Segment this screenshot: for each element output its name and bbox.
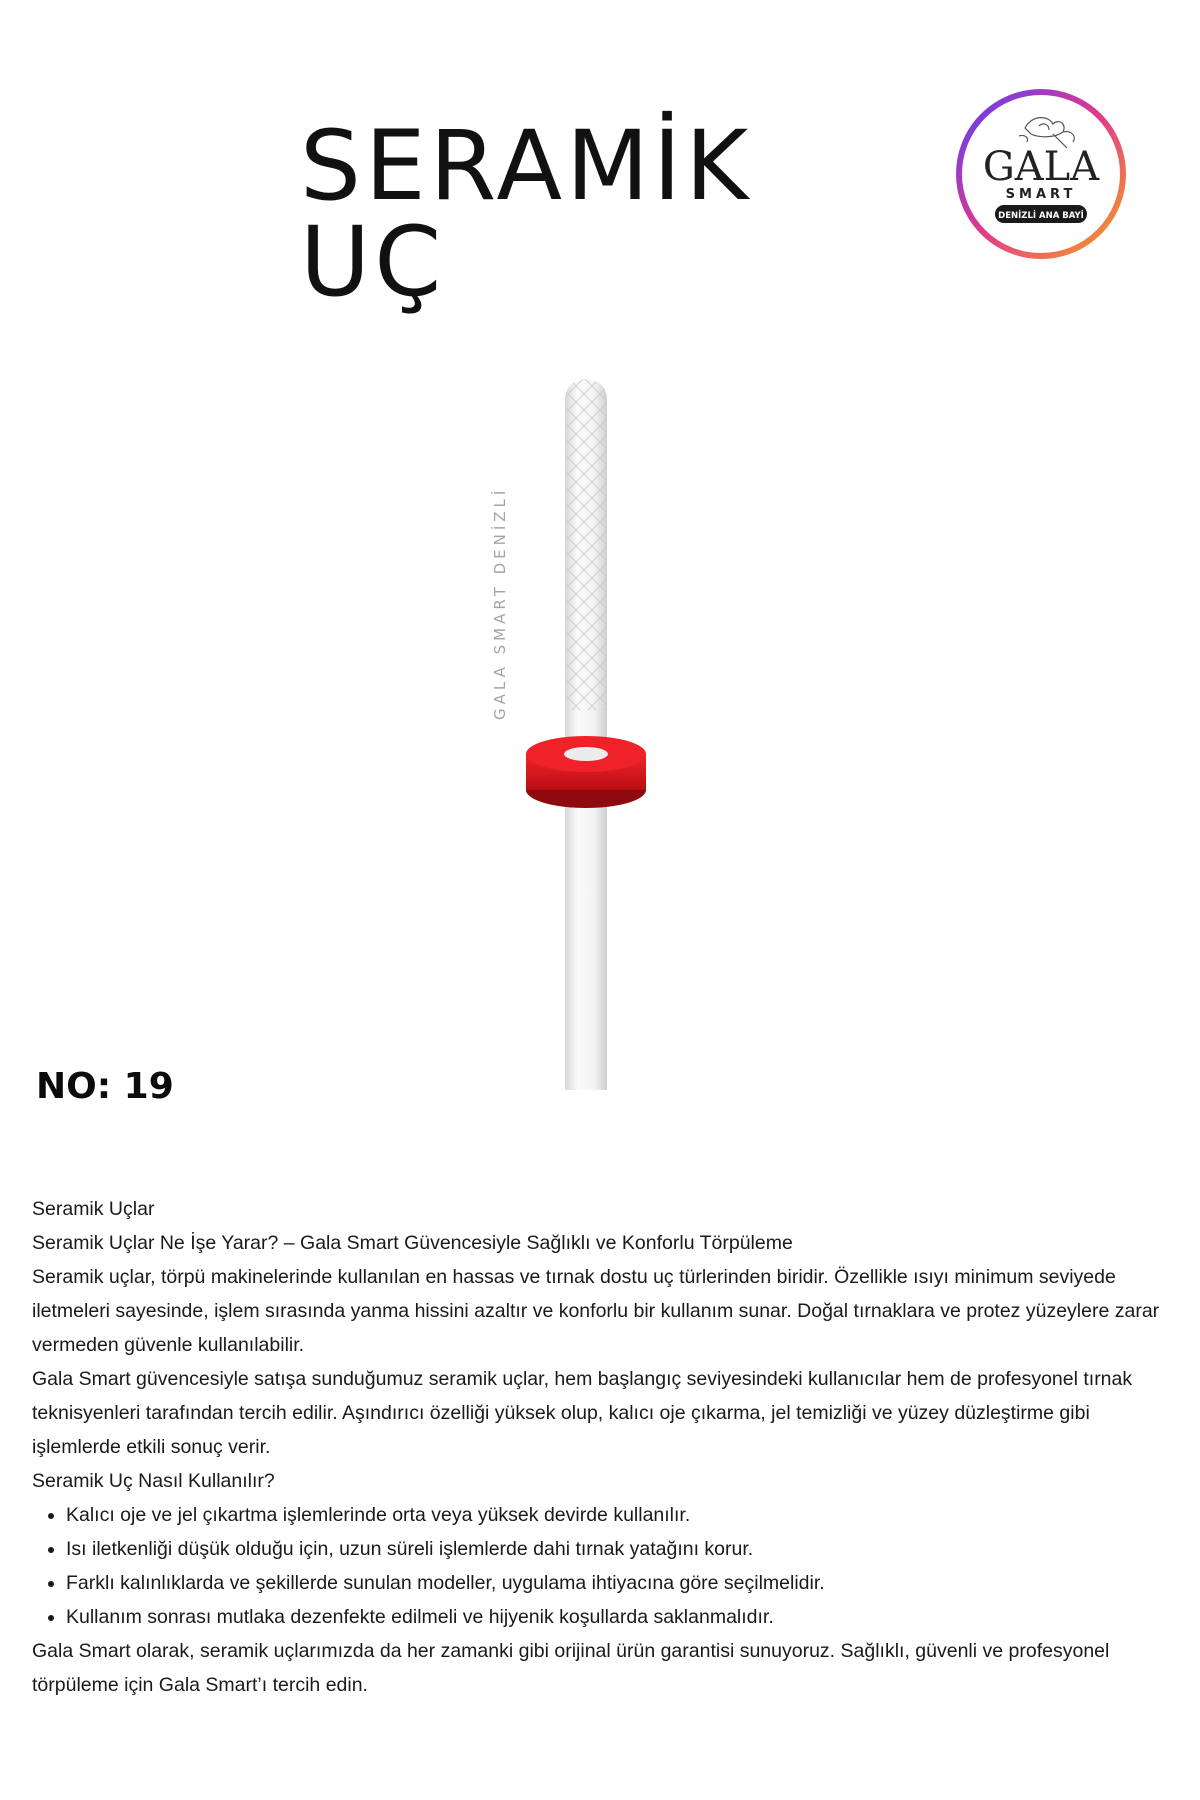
- logo-brand-text: GALA: [982, 144, 1100, 190]
- list-item: • Kalıcı oje ve jel çıkartma işlemlerinde orta veya yüksek devirde kullanılır.: [66, 1498, 1172, 1532]
- usage-list: [32, 1498, 1172, 1634]
- ceramic-bit-illustration: [480, 370, 680, 1090]
- page-title: SERAMİK UÇ: [300, 110, 753, 318]
- description-subheading: Seramik Uçlar Ne İşe Yarar? – Gala Smart Güvencesiyle Sağlıklı ve Konforlu Törpüleme: [32, 1232, 793, 1254]
- description-section: [32, 1192, 1172, 1702]
- description-paragraph: Seramik uçlar, törpü makinelerinde kullanılan en hassas ve tırnak dostu uç türlerinden biridir. Özellikle ısıyı minimum seviyede iletmeleri sayesinde, işlem sırasında yanma hissini azaltır ve konforlu bir kullanım sunar. Doğal tırnaklara ve protez yüzeylere zarar vermeden güvenle kullanılabilir.: [32, 1266, 1160, 1356]
- brand-logo: [955, 88, 1127, 260]
- list-item: • Kullanım sonrası mutlaka dezenfekte edilmeli ve hijyenik koşullarda saklanmalıdır.: [66, 1600, 1172, 1634]
- logo-graphic: [955, 88, 1127, 260]
- list-item: • Farklı kalınlıklarda ve şekillerde sunulan modeller, uygulama ihtiyacına göre seçilmelidir.: [66, 1566, 1172, 1600]
- logo-dealer-text: DENİZLİ ANA BAYİ: [998, 211, 1084, 221]
- closing-paragraph: Gala Smart olarak, seramik uçlarımızda da her zamanki gibi orijinal ürün garantisi sunuyoruz. Sağlıklı, güvenli ve profesyonel törpüleme için Gala Smart’ı tercih edin.: [32, 1640, 1110, 1696]
- logo-sub-text: SMART: [1005, 187, 1077, 202]
- description-paragraph: Gala Smart güvencesiyle satışa sunduğumuz seramik uçlar, hem başlangıç seviyesindeki kullanıcılar hem de profesyonel tırnak teknisyenleri tarafından tercih edilir. Aşındırıcı özelliği yüksek olup, kalıcı oje çıkarma, jel temizliği ve yüzey düzleştirme gibi işlemlerde etkili sonuç verir.: [32, 1368, 1133, 1458]
- watermark-text: GALA SMART DENİZLİ: [491, 486, 509, 720]
- usage-heading: Seramik Uç Nasıl Kullanılır?: [32, 1470, 275, 1492]
- description-heading: Seramik Uçlar: [32, 1198, 155, 1220]
- product-image: [480, 370, 680, 1090]
- model-number: NO: 19: [36, 1066, 174, 1107]
- list-item: • Isı iletkenliği düşük olduğu için, uzun süreli işlemlerde dahi tırnak yatağını korur.: [66, 1532, 1172, 1566]
